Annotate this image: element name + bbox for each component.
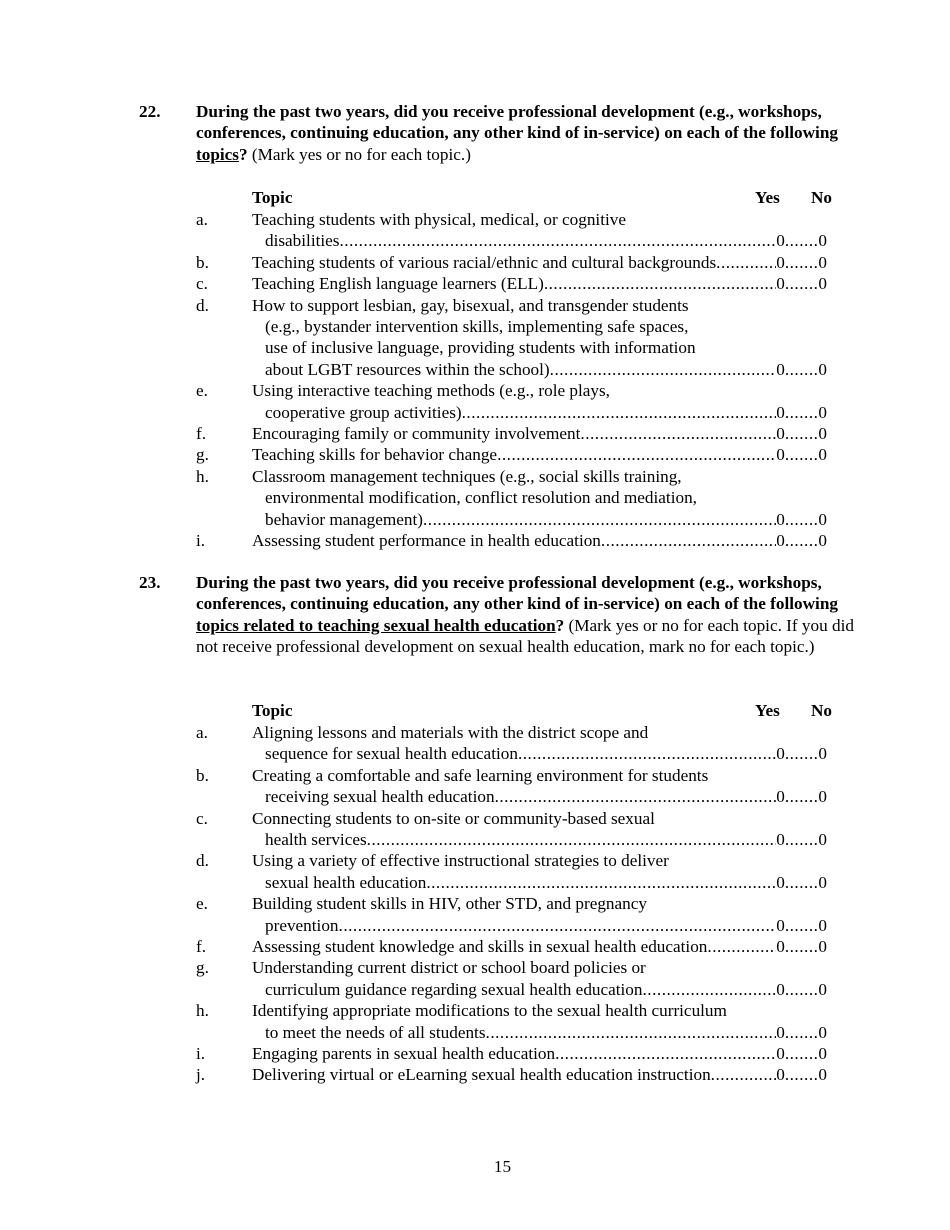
topic-label: Teaching English language learners (ELL) xyxy=(252,274,544,294)
no-option[interactable]: 0 xyxy=(818,424,827,443)
dot-leader: ....... xyxy=(784,979,819,999)
topic-letter: j. xyxy=(196,1065,206,1085)
topic-answer-line xyxy=(252,509,827,530)
no-option[interactable]: 0 xyxy=(818,1044,827,1063)
dot-leader: ....... xyxy=(784,872,819,892)
dot-leader: ....... xyxy=(784,1065,819,1085)
topic-text xyxy=(252,423,827,444)
topic-answer-line xyxy=(252,402,827,423)
no-option[interactable]: 0 xyxy=(818,937,827,956)
topic-label: behavior management) xyxy=(265,509,423,529)
dot-leader xyxy=(544,273,776,294)
topic-label: sexual health education xyxy=(265,872,427,892)
yes-option[interactable]: 0 xyxy=(776,829,785,849)
topic-line: Identifying appropriate modifications to the sexual health curriculum xyxy=(252,1001,727,1021)
topic-label: curriculum guidance regarding sexual health education xyxy=(265,979,643,999)
topic-line: How to support lesbian, gay, bisexual, and transgender students xyxy=(252,295,689,315)
header-no: No xyxy=(811,188,833,207)
yes-option[interactable]: 0 xyxy=(776,1022,785,1042)
header-topic: Topic xyxy=(252,188,293,207)
topic-label: Assessing student performance in health education xyxy=(252,531,601,550)
no-option[interactable]: 0 xyxy=(818,979,827,999)
topic-text xyxy=(252,273,827,294)
topic-letter: i. xyxy=(196,531,206,550)
topic-label: to meet the needs of all students xyxy=(265,1022,486,1042)
dot-leader xyxy=(518,743,776,764)
yes-option[interactable]: 0 xyxy=(776,509,785,529)
topic-text xyxy=(252,850,827,893)
topic-text xyxy=(252,466,827,530)
no-option[interactable]: 0 xyxy=(818,509,827,529)
dot-leader xyxy=(339,230,776,251)
topic-line: Using interactive teaching methods (e.g., role plays, xyxy=(252,381,610,401)
topic-letter: a. xyxy=(196,210,208,229)
yes-option[interactable]: 0 xyxy=(776,937,785,956)
topic-label: disabilities xyxy=(265,231,340,251)
dot-leader: ....... xyxy=(784,274,819,294)
dot-leader: ....... xyxy=(784,829,819,849)
topic-text xyxy=(252,808,827,851)
question-number: 22. xyxy=(139,102,161,121)
topic-answer-line xyxy=(252,1064,827,1085)
topic-letter: g. xyxy=(196,958,209,978)
topic-label: prevention xyxy=(265,915,339,935)
topic-label: health services xyxy=(265,829,367,849)
topic-line: (e.g., bystander intervention skills, implementing safe spaces, xyxy=(265,316,689,336)
yes-option[interactable]: 0 xyxy=(776,979,785,999)
question-text xyxy=(196,572,868,658)
page-number: 15 xyxy=(493,1157,512,1176)
topic-letter: i. xyxy=(196,1044,206,1063)
topic-text xyxy=(252,765,827,808)
question-prompt: During the past two years, did you receive professional development (e.g., workshops, conferences, continuing education, any other kind of in-service) on each of the following xyxy=(196,102,838,143)
question-mark: ? xyxy=(238,144,248,164)
dot-leader: ....... xyxy=(784,359,819,379)
dot-leader xyxy=(716,252,776,273)
header-no: No xyxy=(811,701,833,720)
header-yes: Yes xyxy=(755,188,780,207)
no-option[interactable]: 0 xyxy=(818,915,827,935)
topic-text xyxy=(252,893,827,936)
topic-text xyxy=(252,530,827,551)
no-option[interactable]: 0 xyxy=(818,872,827,892)
topic-text xyxy=(252,957,827,1000)
dot-leader: ....... xyxy=(784,531,819,550)
dot-leader xyxy=(643,979,777,1000)
dot-leader: ....... xyxy=(784,787,819,807)
yes-option[interactable]: 0 xyxy=(776,231,785,251)
dot-leader xyxy=(423,509,776,530)
topic-answer-line xyxy=(252,829,827,850)
dot-leader xyxy=(550,359,777,380)
yes-option[interactable]: 0 xyxy=(776,1044,785,1063)
yes-option[interactable]: 0 xyxy=(776,359,785,379)
topic-letter: d. xyxy=(196,295,209,315)
topic-label: cooperative group activities) xyxy=(265,402,462,422)
topic-answer-line xyxy=(252,423,827,444)
dot-leader xyxy=(486,1022,777,1043)
topic-letter: h. xyxy=(196,466,209,486)
topic-line: Creating a comfortable and safe learning environment for students xyxy=(252,765,709,785)
dot-leader xyxy=(367,829,777,850)
dot-leader: ....... xyxy=(784,937,819,956)
dot-leader: ....... xyxy=(784,424,819,443)
topic-answer-line xyxy=(252,743,827,764)
topic-label: Delivering virtual or eLearning sexual health education instruction xyxy=(252,1065,711,1085)
question-instruction: (Mark yes or no for each topic.) xyxy=(247,144,471,164)
dot-leader xyxy=(339,915,777,936)
topic-answer-line xyxy=(252,1022,827,1043)
yes-option[interactable]: 0 xyxy=(776,744,785,764)
yes-option[interactable]: 0 xyxy=(776,915,785,935)
question-emphasis: topics related to teaching sexual health education xyxy=(196,615,556,635)
dot-leader xyxy=(495,786,777,807)
dot-leader: ....... xyxy=(784,1022,819,1042)
topic-answer-line xyxy=(252,786,827,807)
topic-letter: c. xyxy=(196,808,208,828)
topic-text xyxy=(252,1043,827,1064)
topic-label: Encouraging family or community involvement xyxy=(252,424,581,443)
no-option[interactable]: 0 xyxy=(818,744,827,764)
dot-leader xyxy=(601,530,776,551)
topic-label: sequence for sexual health education xyxy=(265,744,518,764)
no-option[interactable]: 0 xyxy=(818,1022,827,1042)
topic-letter: f. xyxy=(196,424,207,443)
topic-line: use of inclusive language, providing students with information xyxy=(265,338,696,358)
dot-leader: ....... xyxy=(784,445,819,465)
header-yes: Yes xyxy=(755,701,780,720)
topic-text xyxy=(252,252,827,273)
topic-line: Building student skills in HIV, other STD, and pregnancy xyxy=(252,894,647,914)
topic-label: Teaching students of various racial/ethnic and cultural backgrounds xyxy=(252,252,717,272)
dot-leader: ....... xyxy=(784,915,819,935)
topic-answer-line xyxy=(252,1043,827,1064)
topic-text xyxy=(252,936,827,957)
topic-text xyxy=(252,722,827,765)
topic-answer-line xyxy=(252,979,827,1000)
yes-option[interactable]: 0 xyxy=(776,252,785,272)
yes-option[interactable]: 0 xyxy=(776,424,785,443)
question-prompt: During the past two years, did you receive professional development (e.g., workshops, conferences, continuing education, any other kind of in-service) on each of the following xyxy=(196,573,838,614)
topic-text xyxy=(252,444,827,465)
yes-option[interactable]: 0 xyxy=(776,872,785,892)
yes-option[interactable]: 0 xyxy=(776,402,785,422)
dot-leader: ....... xyxy=(784,252,819,272)
dot-leader: ....... xyxy=(784,509,819,529)
dot-leader: ....... xyxy=(784,1044,819,1063)
dot-leader: ....... xyxy=(784,231,819,251)
topic-answer-line xyxy=(252,252,827,273)
yes-option[interactable]: 0 xyxy=(776,531,785,550)
dot-leader xyxy=(426,872,776,893)
dot-leader xyxy=(497,444,776,465)
no-option[interactable]: 0 xyxy=(818,402,827,422)
dot-leader: ....... xyxy=(784,402,819,422)
topic-label: Assessing student knowledge and skills in sexual health education xyxy=(252,937,708,956)
no-option[interactable]: 0 xyxy=(818,359,827,379)
topic-answer-line xyxy=(252,915,827,936)
dot-leader: ....... xyxy=(784,744,819,764)
topic-line: Aligning lessons and materials with the district scope and xyxy=(252,723,649,742)
no-option[interactable]: 0 xyxy=(818,231,827,251)
topic-letter: f. xyxy=(196,937,207,956)
topic-text xyxy=(252,1000,827,1043)
topic-answer-line xyxy=(252,872,827,893)
topic-letter: a. xyxy=(196,723,208,742)
header-topic: Topic xyxy=(252,701,293,720)
topic-line: Classroom management techniques (e.g., social skills training, xyxy=(252,466,682,486)
no-option[interactable]: 0 xyxy=(818,829,827,849)
yes-option[interactable]: 0 xyxy=(776,274,785,294)
topic-line: Understanding current district or school board policies or xyxy=(252,958,646,978)
topic-answer-line xyxy=(252,936,827,957)
topic-letter: b. xyxy=(196,765,209,785)
no-option[interactable]: 0 xyxy=(818,787,827,807)
topic-line: Connecting students to on-site or community-based sexual xyxy=(252,808,655,828)
question-mark: ? xyxy=(555,615,565,635)
yes-option[interactable]: 0 xyxy=(776,1065,785,1085)
topic-text xyxy=(252,1064,827,1085)
no-option[interactable]: 0 xyxy=(818,274,827,294)
topic-letter: d. xyxy=(196,851,209,871)
dot-leader xyxy=(711,1064,777,1085)
topic-answer-line xyxy=(252,359,827,380)
topic-text xyxy=(252,380,827,423)
topic-letter: b. xyxy=(196,252,209,272)
no-option[interactable]: 0 xyxy=(818,531,827,550)
yes-option[interactable]: 0 xyxy=(776,787,785,807)
topic-answer-line xyxy=(252,230,827,251)
yes-option[interactable]: 0 xyxy=(776,445,785,465)
topic-letter: c. xyxy=(196,274,208,294)
topic-line: Teaching students with physical, medical, or cognitive xyxy=(252,210,626,229)
no-option[interactable]: 0 xyxy=(818,1065,827,1085)
topic-label: Teaching skills for behavior change xyxy=(252,445,498,465)
dot-leader xyxy=(707,936,776,957)
question-text xyxy=(196,101,868,165)
topic-answer-line xyxy=(252,530,827,551)
question-number: 23. xyxy=(139,573,161,592)
topic-label: Engaging parents in sexual health education xyxy=(252,1044,556,1063)
no-option[interactable]: 0 xyxy=(818,445,827,465)
question-instruction: (Mark yes or no for each topic. If you did not receive professional development on sexual health education, mark no for each topic.) xyxy=(196,615,854,657)
topic-letter: g. xyxy=(196,445,209,465)
topic-letter: e. xyxy=(196,381,208,401)
dot-leader xyxy=(555,1043,776,1064)
dot-leader xyxy=(580,423,776,444)
topic-answer-line xyxy=(252,444,827,465)
topic-line: environmental modification, conflict resolution and mediation, xyxy=(265,488,697,508)
topic-text xyxy=(252,295,827,381)
topic-letter: e. xyxy=(196,894,208,914)
no-option[interactable]: 0 xyxy=(818,252,827,272)
topic-line: Using a variety of effective instructional strategies to deliver xyxy=(252,851,669,871)
topic-text xyxy=(252,209,827,252)
dot-leader xyxy=(462,402,777,423)
topic-label: about LGBT resources within the school) xyxy=(265,359,550,379)
topic-answer-line xyxy=(252,273,827,294)
question-emphasis: topics xyxy=(196,144,239,164)
topic-letter: h. xyxy=(196,1001,209,1021)
topic-label: receiving sexual health education xyxy=(265,787,495,807)
